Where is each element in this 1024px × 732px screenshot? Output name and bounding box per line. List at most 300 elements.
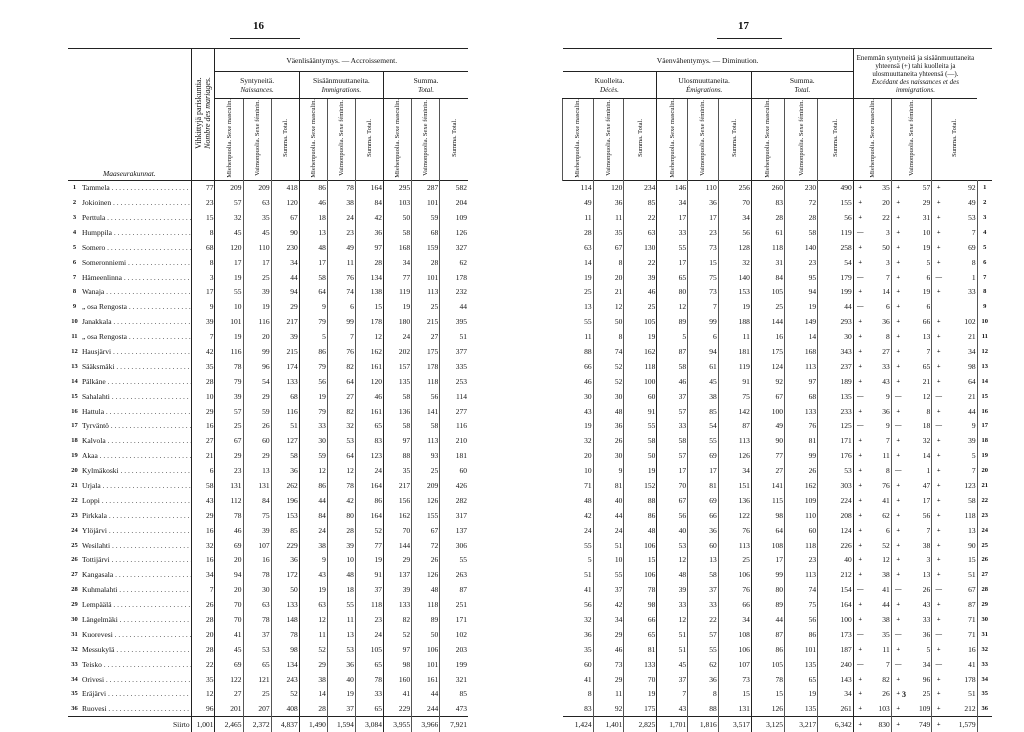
cell-value: 38: [688, 389, 719, 404]
excess-sign: +: [891, 180, 904, 195]
cell-value: 94: [215, 567, 243, 582]
cell-value: 81: [593, 478, 624, 493]
cell-value: 48: [657, 567, 688, 582]
cell-value: 29: [243, 448, 271, 463]
cell-value: 120: [355, 374, 383, 389]
cell-value: 39: [191, 314, 215, 329]
excess-value: 64: [968, 376, 976, 386]
row-number: 10: [71, 318, 78, 326]
page-number-right: 17: [738, 20, 749, 32]
cell-value: 20: [215, 552, 243, 567]
cell-value: 27: [191, 433, 215, 448]
cell-value: 199: [818, 284, 854, 299]
cell-value: 20: [243, 329, 271, 344]
parish-name: [81, 299, 191, 314]
cell-value: 30: [584, 391, 592, 401]
excess-sign: +: [932, 225, 945, 240]
row-number: 21: [71, 481, 78, 489]
cell-value: 7: [657, 687, 688, 702]
excess-value: 8: [886, 466, 890, 476]
cell-value: 143: [818, 672, 854, 687]
cell-value: 76: [784, 418, 817, 433]
cell-value: 43: [191, 493, 215, 508]
cell-value: 258: [818, 240, 854, 255]
cell-value: 113: [784, 567, 817, 582]
row-number: 1: [977, 180, 992, 195]
cell-value: 19: [215, 270, 243, 285]
row-number: 8: [977, 284, 992, 299]
sub-header: [384, 99, 412, 181]
parish-name-text: Pirkkala . . .: [82, 511, 191, 520]
cell-value: 64: [299, 284, 327, 299]
cell-value: 126: [718, 448, 751, 463]
cell-value: 60: [784, 523, 817, 538]
cell-value: 113: [412, 284, 440, 299]
cell-value: 121: [243, 672, 271, 687]
table-row: [68, 255, 468, 270]
page-number-rule: [717, 38, 782, 39]
parish-name: [81, 329, 191, 344]
cell-value: 36: [584, 629, 592, 639]
cell-value: 32: [584, 614, 592, 624]
sub-header: [271, 99, 299, 181]
cell-value: 58: [299, 270, 327, 285]
cell-value: 80: [751, 582, 784, 597]
excess-value: 52: [882, 540, 890, 550]
cell-value: 3: [191, 270, 215, 285]
cell-value: 23: [784, 552, 817, 567]
excess-value: 34: [968, 346, 976, 356]
excess-value: 22: [882, 212, 890, 222]
cell-value: 98: [384, 657, 412, 672]
cell-value: 42: [593, 597, 624, 612]
excess-value: 31: [922, 212, 931, 222]
excess-value: 69: [968, 242, 976, 252]
cell-value: 19: [718, 299, 751, 314]
cell-value: 58: [784, 225, 817, 240]
cell-value: 116: [215, 344, 243, 359]
cell-value: 168: [784, 344, 817, 359]
excess-sign: +: [932, 552, 945, 567]
excess-sign: +: [891, 597, 904, 612]
excess-sign: —: [932, 418, 945, 433]
cell-value: 38: [299, 672, 327, 687]
cell-value: 52: [593, 374, 624, 389]
cell-value: 92: [593, 701, 624, 716]
cell-value: 75: [784, 597, 817, 612]
excess-value: 1: [971, 272, 976, 282]
cell-value: 63: [243, 195, 271, 210]
cell-value: 106: [624, 538, 657, 553]
row-number: 19: [71, 452, 78, 460]
cell-value: 162: [355, 344, 383, 359]
sub-header-label: Summa. Total.: [450, 119, 458, 158]
cell-value: 11: [327, 255, 355, 270]
cell-value: 43: [299, 567, 327, 582]
cell-value: 45: [243, 225, 271, 240]
cell-value: 36: [593, 418, 624, 433]
parish-name-text: Messukylä . . .: [82, 645, 191, 654]
cell-value: 12: [657, 299, 688, 314]
cell-value: 66: [688, 508, 719, 523]
excess-sign: +: [932, 597, 945, 612]
row-number: 7: [72, 273, 77, 281]
row-number: 12: [71, 347, 78, 355]
cell-value: 30: [593, 448, 624, 463]
cell-value: 7: [688, 299, 719, 314]
cell-value: 48: [299, 240, 327, 255]
cell-value: 46: [593, 642, 624, 657]
excess-sign: +: [932, 314, 945, 329]
cell-value: 87: [751, 627, 784, 642]
cell-value: 23: [688, 225, 719, 240]
parish-name-text: Sahalahti . . .: [82, 392, 191, 401]
excess-sign: +: [891, 612, 904, 627]
cell-value: 36: [271, 463, 299, 478]
sub-header: [818, 99, 854, 181]
cell-value: 107: [243, 538, 271, 553]
excess-value: 43: [922, 600, 931, 610]
excess-value: 51: [968, 689, 976, 699]
parish-name: [81, 180, 191, 195]
cell-value: 37: [657, 672, 688, 687]
cell-value: 17: [191, 284, 215, 299]
cell-value: 58: [657, 433, 688, 448]
excess-sign: +: [891, 508, 904, 523]
cell-value: 65: [657, 270, 688, 285]
cell-value: 224: [818, 493, 854, 508]
table-row: [68, 284, 468, 299]
table-row: [68, 642, 468, 657]
cell-value: 234: [624, 180, 657, 195]
cell-value: 50: [271, 582, 299, 597]
cell-value: 8: [191, 225, 215, 240]
cell-value: 25: [215, 418, 243, 433]
table-row: [68, 493, 468, 508]
excess-sign: +: [891, 195, 904, 210]
excess-value: 7: [886, 659, 890, 669]
parish-name-text: Wesilahti . . .: [82, 541, 191, 550]
excess-sign: +: [891, 344, 904, 359]
cell-value: 51: [440, 329, 468, 344]
cell-value: 59: [299, 448, 327, 463]
cell-value: 55: [624, 418, 657, 433]
cell-value: 244: [412, 701, 440, 716]
cell-value: 70: [215, 597, 243, 612]
excess-value: 39: [968, 436, 976, 446]
cell-value: 55: [440, 552, 468, 567]
cell-value: 56: [412, 389, 440, 404]
cell-value: 39: [657, 582, 688, 597]
excess-value: 5: [971, 451, 976, 461]
cell-value: 46: [215, 523, 243, 538]
cell-value: 5: [587, 555, 592, 565]
cell-value: 29: [384, 552, 412, 567]
cell-value: 133: [384, 597, 412, 612]
excess-sign: +: [853, 597, 866, 612]
excess-sign: +: [853, 180, 866, 195]
cell-value: 70: [384, 523, 412, 538]
excess-sign: +: [891, 329, 904, 344]
cell-value: 34: [657, 195, 688, 210]
cell-value: 161: [412, 672, 440, 687]
cell-value: 30: [299, 433, 327, 448]
excess-value: 9: [886, 421, 890, 431]
cell-value: 54: [818, 255, 854, 270]
row-number: 34: [977, 672, 992, 687]
cell-value: 17: [688, 463, 719, 478]
cell-value: 79: [299, 359, 327, 374]
table-row: [68, 701, 468, 716]
cell-value: 230: [784, 180, 817, 195]
cell-value: 8: [593, 255, 624, 270]
cell-value: 67: [593, 240, 624, 255]
cell-value: 58: [624, 433, 657, 448]
cell-value: 162: [384, 508, 412, 523]
cell-value: 60: [624, 389, 657, 404]
cell-value: 105: [355, 642, 383, 657]
excess-value: [945, 299, 977, 314]
cell-value: 36: [271, 552, 299, 567]
sub-header-label: Miehenpuolia. Sexe masculin.: [309, 99, 317, 178]
cell-value: 154: [818, 582, 854, 597]
cell-value: 67: [657, 493, 688, 508]
page-number-rule: [230, 38, 300, 39]
table-row: [68, 225, 468, 240]
parish-name-text: Jokioinen . . .: [82, 198, 191, 207]
cell-value: 16: [751, 329, 784, 344]
cell-value: 55: [657, 240, 688, 255]
cell-value: 251: [440, 597, 468, 612]
cell-value: 42: [191, 344, 215, 359]
cell-value: 181: [440, 448, 468, 463]
row-number: 26: [977, 552, 992, 567]
cell-value: 282: [440, 493, 468, 508]
cell-value: 58: [688, 567, 719, 582]
cell-value: 12: [657, 612, 688, 627]
cell-value: 126: [751, 701, 784, 716]
cell-value: 44: [412, 687, 440, 702]
cell-value: 63: [243, 597, 271, 612]
cell-value: 97: [384, 642, 412, 657]
cell-value: 164: [818, 597, 854, 612]
cell-value: 17: [243, 255, 271, 270]
row-number: 35: [977, 687, 992, 702]
parish-name-text: Teisko . . .: [82, 660, 191, 669]
parish-name: [81, 657, 191, 672]
parish-name-text: „ osa Rengosta . . .: [82, 302, 191, 311]
cell-value: 321: [440, 672, 468, 687]
cell-value: 32: [215, 210, 243, 225]
sub-header: [243, 99, 271, 181]
cell-value: 135: [818, 389, 854, 404]
cell-value: 74: [784, 582, 817, 597]
births-group-header: Syntyneitä. Naissances.: [215, 72, 299, 99]
parish-name-text: Orivesi . . .: [82, 675, 191, 684]
cell-value: 68: [784, 389, 817, 404]
parish-name-text: Humppila . . .: [82, 228, 191, 237]
diminution-table: [562, 48, 992, 732]
cell-value: 61: [751, 225, 784, 240]
row-number: 25: [977, 538, 992, 553]
cell-value: 94: [271, 284, 299, 299]
cell-value: 151: [718, 478, 751, 493]
cell-value: 262: [271, 478, 299, 493]
excess-sign: —: [891, 463, 904, 478]
cell-value: 426: [440, 478, 468, 493]
excess-sign: —: [891, 657, 904, 672]
cell-value: 46: [657, 374, 688, 389]
excess-sign: +: [891, 642, 904, 657]
cell-value: 136: [718, 493, 751, 508]
parish-name-text: Lempäälä . . .: [82, 600, 191, 609]
excess-value: 21: [922, 376, 931, 386]
cell-value: 86: [299, 180, 327, 195]
sub-header-label: Vaimonpuolia. Sexe féminin.: [908, 100, 915, 177]
cell-value: 35: [584, 644, 592, 654]
excess-value: 18: [922, 421, 931, 431]
cell-value: 43: [657, 701, 688, 716]
excess-value: 7: [886, 272, 890, 282]
table-row: [68, 404, 468, 419]
cell-value: 97: [384, 433, 412, 448]
cell-value: 51: [593, 538, 624, 553]
parish-name-text: Perttula . . .: [82, 213, 191, 222]
cell-value: 98: [271, 642, 299, 657]
cell-value: 78: [215, 508, 243, 523]
cell-value: 7: [327, 329, 355, 344]
cell-value: 44: [751, 612, 784, 627]
row-number: 33: [977, 657, 992, 672]
cell-value: 105: [751, 284, 784, 299]
cell-value: 118: [784, 538, 817, 553]
cell-value: 39: [327, 538, 355, 553]
excess-sign: +: [932, 493, 945, 508]
sub-header-label: Summa. Total.: [636, 119, 644, 158]
cell-value: 63: [299, 597, 327, 612]
parish-name: [81, 255, 191, 270]
excess-sign: +: [891, 404, 904, 419]
cell-value: 582: [440, 180, 468, 195]
table-row: [563, 359, 993, 374]
excess-group-header: Enemmän syntyneitä ja sisäänmuuttaneita yhteensä (+) tahi kuolleita ja ulosmuuttaneita yhteensä (—). Excédant des naissances et des immigrations.: [853, 49, 977, 99]
cell-value: 204: [440, 195, 468, 210]
row-number: 16: [977, 404, 992, 419]
cell-value: 70: [657, 478, 688, 493]
cell-value: 78: [355, 672, 383, 687]
cell-value: 23: [215, 463, 243, 478]
excess-sign: +: [853, 642, 866, 657]
cell-value: 37: [327, 701, 355, 716]
sub-header: [355, 99, 383, 181]
excess-value: 65: [922, 361, 931, 371]
excess-sign: +: [853, 404, 866, 419]
sum-value: 3,955: [384, 716, 412, 732]
cell-value: 113: [718, 538, 751, 553]
cell-value: 94: [688, 344, 719, 359]
excess-value: 44: [882, 600, 890, 610]
cell-value: 78: [751, 672, 784, 687]
cell-value: 209: [215, 180, 243, 195]
cell-value: 84: [355, 195, 383, 210]
cell-value: 164: [355, 180, 383, 195]
row-number: 17: [977, 418, 992, 433]
cell-value: 50: [593, 314, 624, 329]
sum-value: 4,837: [271, 716, 299, 732]
cell-value: 160: [384, 672, 412, 687]
excess-sign: —: [891, 389, 904, 404]
excess-value: 33: [922, 614, 931, 624]
cell-value: 55: [215, 284, 243, 299]
cell-value: 28: [784, 210, 817, 225]
cell-value: 57: [657, 448, 688, 463]
row-number: 36: [977, 701, 992, 716]
cell-value: 65: [624, 627, 657, 642]
sum-value: 3,966: [412, 716, 440, 732]
cell-value: 60: [243, 433, 271, 448]
excess-sign: —: [853, 657, 866, 672]
cell-value: 84: [299, 508, 327, 523]
sub-header: [624, 99, 657, 181]
cell-value: 171: [440, 612, 468, 627]
cell-value: 74: [327, 284, 355, 299]
cell-value: 19: [584, 421, 592, 431]
excess-value: 13: [968, 525, 976, 535]
cell-value: 18: [327, 582, 355, 597]
cell-value: 56: [818, 210, 854, 225]
excess-value: 34: [922, 659, 931, 669]
cell-value: 155: [412, 508, 440, 523]
cell-value: 22: [624, 210, 657, 225]
cell-value: 81: [784, 433, 817, 448]
cell-value: 39: [384, 582, 412, 597]
excess-value: 62: [882, 510, 890, 520]
sum-row: [68, 716, 468, 732]
table-row: [563, 270, 993, 285]
sub-header-label: Vaimonpuolia. Sexe féminin.: [253, 100, 261, 177]
cell-value: 226: [818, 538, 854, 553]
excess-value: 8: [971, 257, 976, 267]
excess-sign: +: [853, 195, 866, 210]
excess-value: 7: [926, 346, 931, 356]
cell-value: 37: [243, 627, 271, 642]
cell-value: 27: [751, 463, 784, 478]
excess-value: 71: [968, 629, 976, 639]
cell-value: 63: [624, 225, 657, 240]
cell-value: 65: [355, 701, 383, 716]
sum-value: 7,921: [440, 716, 468, 732]
cell-value: 118: [412, 597, 440, 612]
cell-value: 124: [818, 523, 854, 538]
excess-sign: —: [853, 270, 866, 285]
cell-value: 105: [751, 657, 784, 672]
sum-value: 6,342: [818, 716, 854, 732]
parish-name: [81, 493, 191, 508]
cell-value: 28: [751, 210, 784, 225]
cell-value: 172: [271, 567, 299, 582]
excess-value: 19: [922, 287, 931, 297]
cell-value: 11: [584, 332, 592, 342]
excess-sign: +: [891, 314, 904, 329]
table-row: [563, 672, 993, 687]
cell-value: 6: [688, 329, 719, 344]
cell-value: 100: [624, 374, 657, 389]
cell-value: 39: [624, 270, 657, 285]
excess-value: 14: [922, 451, 931, 461]
cell-value: 24: [355, 627, 383, 642]
cell-value: 35: [191, 672, 215, 687]
page-number-left: 16: [253, 20, 264, 32]
